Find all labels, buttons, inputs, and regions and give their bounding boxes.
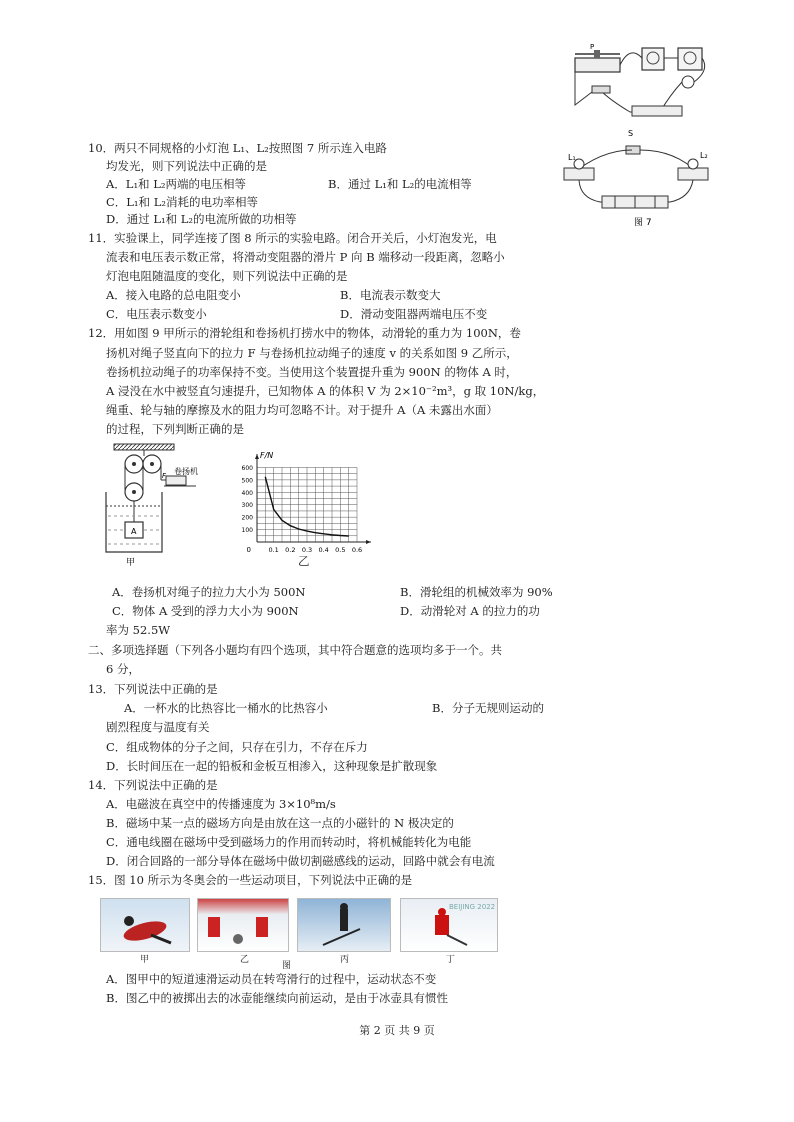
fig9-jia-label: 甲 (126, 558, 136, 568)
winch (166, 476, 186, 485)
q12-stem-line2: 扬机对绳子竖直向下的拉力 F 与卷扬机拉动绳子的速度 v 的关系如图 9 乙所示， (106, 346, 518, 360)
section-2-points: 6 分， (106, 662, 140, 676)
q13-option-b-cont: 剧烈程度与温度有关 (106, 720, 210, 734)
q15-option-b: B．图乙中的被掷出去的冰壶能继续向前运动，是由于冰壶具有惯性 (106, 991, 448, 1005)
q12-option-d-line2: 率为 52.5W (106, 623, 171, 637)
ceiling (114, 444, 174, 450)
q13-option-d: D．长时间压在一起的铅板和金板互相渗入，这种现象是扩散现象 (106, 759, 438, 773)
q13-stem: 13．下列说法中正确的是 (88, 682, 218, 696)
q12-stem-line5: 绳重、轮与轴的摩擦及水的阻力均可忽略不计。对于提升 A（A 未露出水面） (106, 403, 498, 417)
x-tick-label: 0.4 (318, 546, 329, 554)
figure-8-circuit (570, 40, 720, 125)
x-axis-arrow (366, 540, 371, 544)
q15-option-a: A．图甲中的短道速滑运动员在转弯滑行的过程中，运动状态不变 (106, 972, 437, 986)
figure-10-caption: 图 (282, 961, 292, 971)
figure-9-pulley (104, 440, 214, 570)
q14-option-b: B．磁场中某一点的磁场方向是由放在这一点的小磁针的 N 极决定的 (106, 816, 454, 830)
q15-stem: 15．图 10 所示为冬奥会的一些运动项目，下列说法中正确的是 (88, 873, 413, 887)
force-f-label: F (162, 472, 167, 480)
photo-ice-hockey (400, 898, 498, 952)
photo-curling (197, 898, 289, 952)
x-tick-label: 0.2 (285, 546, 296, 554)
q11-stem-line1: 11．实验课上，同学连接了图 8 所示的实验电路。闭合开关后，小灯泡发光，电 (88, 231, 497, 245)
photo-ski-jump (297, 898, 391, 952)
q11-stem-line3: 灯泡电阻随温度的变化，则下列说法中正确的是 (106, 269, 348, 283)
photo-label-bing: 丙 (340, 955, 350, 965)
photo-label-yi: 乙 (240, 955, 250, 965)
battery (632, 106, 682, 116)
fig7-caption: 图 7 (634, 218, 652, 228)
q11-option-c: C．电压表示数变小 (106, 307, 207, 321)
figure-9-graph (225, 452, 375, 568)
y-axis-label: F/N (260, 452, 274, 460)
x-tick-label: 0.5 (335, 546, 346, 554)
y-tick-label: 600 (241, 464, 253, 472)
rheostat (575, 58, 620, 72)
q10-option-d: D．通过 L₁和 L₂的电流所做的功相等 (106, 212, 297, 226)
q12-option-a: A．卷扬机对绳子的拉力大小为 500N (112, 585, 306, 599)
y-tick-label: 400 (241, 489, 253, 497)
q14-option-a: A．电磁波在真空中的传播速度为 3×10⁸m/s (106, 797, 336, 811)
q13-option-b: B．分子无规则运动的 (432, 701, 544, 715)
l2-label: L₂ (700, 151, 708, 160)
page-footer: 第 2 页 共 9 页 (359, 1024, 435, 1037)
q10-option-a: A．L₁和 L₂两端的电压相等 (106, 177, 246, 191)
lamp-l1 (564, 168, 594, 180)
q12-option-d-line1: D．动滑轮对 A 的拉力的功 (400, 604, 540, 618)
origin-label: 0 (246, 546, 251, 554)
y-tick-label: 200 (241, 514, 253, 522)
q11-option-b: B．电流表示数变大 (340, 288, 441, 302)
q10-option-c: C．L₁和 L₂消耗的电功率相等 (106, 195, 258, 209)
bulb (682, 76, 694, 88)
q12-stem-line1: 12．用如图 9 甲所示的滑轮组和卷扬机打捞水中的物体，动滑轮的重力为 100N，卷 (88, 326, 521, 340)
x-tick-label: 0.3 (301, 546, 313, 554)
q11-stem-line2: 流表和电压表示数正常，将滑动变阻器的滑片 P 向 B 端移动一段距离，忽略小 (106, 250, 505, 264)
y-tick-label: 300 (241, 502, 253, 510)
switch (592, 86, 610, 93)
photo-label-ding: 丁 (446, 955, 456, 965)
q11-option-a: A．接入电路的总电阻变小 (106, 288, 241, 302)
rheostat-p-label: P (590, 43, 595, 51)
q12-stem-line4: A 浸没在水中被竖直匀速提升，已知物体 A 的体积 V 为 2×10⁻²m³，g 取 10N/kg， (106, 384, 545, 398)
x-tick-label: 0.1 (268, 546, 279, 554)
y-axis-arrow (255, 454, 259, 459)
l1-label: L₁ (568, 153, 576, 162)
q13-option-c: C．组成物体的分子之间，只存在引力，不存在斥力 (106, 740, 368, 754)
winch-label: 卷扬机 (174, 467, 198, 476)
q10-option-b: B．通过 L₁和 L₂的电流相等 (328, 177, 472, 191)
fig7-s-label: S (628, 129, 634, 138)
lamp-l2 (678, 168, 708, 180)
q11-option-d: D．滑动变阻器两端电压不变 (340, 307, 488, 321)
fig9-yi-label: 乙 (298, 554, 310, 568)
section-2-title: 二、多项选择题（下列各小题均有四个选项，其中符合题意的选项均多于一个。共 (88, 643, 502, 657)
beijing-2022-banner: BEIJING 2022 (449, 903, 496, 911)
object-a-label: A (131, 527, 137, 536)
q12-stem-line6: 的过程，下列判断正确的是 (106, 422, 244, 436)
q10-stem-line2: 均发光，则下列说法中正确的是 (106, 159, 267, 173)
voltmeter (678, 48, 702, 70)
q10-stem-line1: 10．两只不同规格的小灯泡 L₁、L₂按照图 7 所示连入电路 (88, 141, 387, 155)
q12-option-c: C．物体 A 受到的浮力大小为 900N (112, 604, 299, 618)
q12-option-b: B．滑轮组的机械效率为 90% (400, 585, 553, 599)
q12-stem-line3: 卷扬机拉动绳子的功率保持不变。当使用这个装置提升重为 900N 的物体 A 时， (106, 365, 518, 379)
figure-7-circuit (560, 128, 720, 228)
photo-short-track (100, 898, 190, 952)
q14-option-c: C．通电线圈在磁场中受到磁场力的作用而转动时，将机械能转化为电能 (106, 835, 472, 849)
q13-option-a: A．一杯水的比热容比一桶水的比热容小 (124, 701, 328, 715)
photo-label-jia: 甲 (140, 955, 150, 965)
q14-stem: 14．下列说法中正确的是 (88, 778, 218, 792)
q14-option-d: D．闭合回路的一部分导体在磁场中做切割磁感线的运动，回路中就会有电流 (106, 854, 495, 868)
x-tick-label: 0.6 (351, 546, 363, 554)
y-tick-label: 500 (241, 477, 253, 485)
ammeter (642, 48, 664, 70)
y-tick-label: 100 (241, 527, 253, 535)
